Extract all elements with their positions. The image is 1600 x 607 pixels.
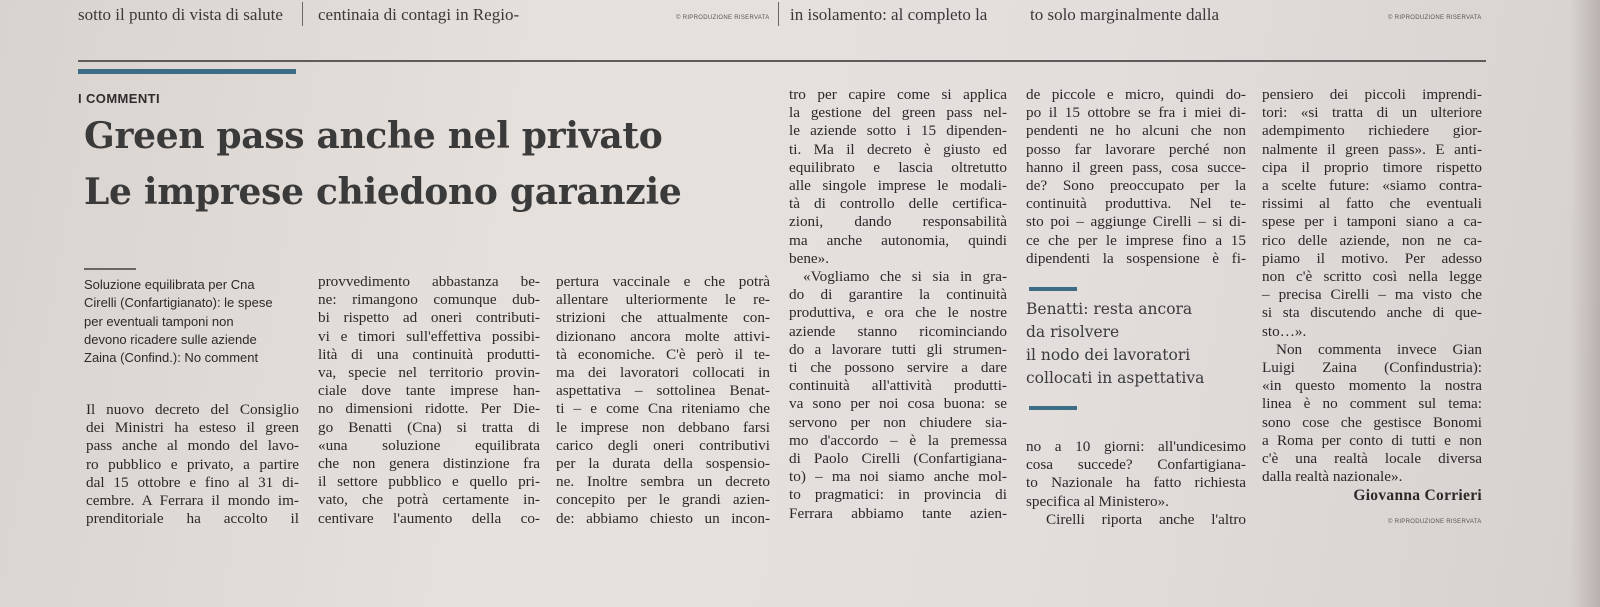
body-line: a Roma per conto di tutti e non: [1262, 431, 1482, 449]
summary-line: Soluzione equilibrata per Cna: [84, 277, 255, 292]
body-line: servono per non chiudere sia-: [789, 413, 1007, 431]
summary-line: per eventuali tamponi non: [84, 313, 234, 329]
body-line: dizionano ancora molte attivi-: [556, 327, 770, 345]
body-line: concepito per le grandi azien-: [556, 491, 770, 509]
body-line: cembre. A Ferrara il mondo im-: [86, 492, 299, 510]
body-line: de piccole e micro, quindi do-: [1026, 86, 1246, 103]
body-line: nalmente il green pass». E anti-: [1262, 140, 1482, 158]
body-line: to Nazionale ha fatto richiesta: [1026, 474, 1246, 492]
body-line: hanno il green pass, cosa succe-: [1026, 158, 1246, 176]
prev-article-fragment-3: in isolamento: al completo la: [790, 5, 988, 24]
body-line: carico degli oneri contributivi: [556, 436, 770, 454]
pull-quote-bottom-bar: [1029, 406, 1077, 410]
headline-line-2: Le imprese chiedono garanzie: [84, 171, 682, 213]
body-line: la gestione del green pass nel-: [789, 104, 1007, 122]
body-line: c'è una realtà locale diversa: [1262, 450, 1482, 468]
body-line: va sono per noi cosa buona: se: [789, 395, 1007, 413]
body-line: dei Ministri ha esteso il green: [86, 419, 299, 437]
prev-article-fragment-2: centinaia di contagi in Regio-: [318, 5, 520, 24]
body-line: non c'è scritto così nella legge: [1262, 268, 1482, 286]
body-line: tori: «si tratta di un ulteriore: [1262, 104, 1482, 122]
body-line: centivare l'aumento della co-: [318, 509, 540, 527]
column-separator: [778, 2, 779, 26]
body-line: ti. Ma il decreto è giusto ed: [789, 140, 1007, 158]
body-line: rissimi al fatto che eventuali: [1262, 195, 1482, 213]
article-column-5-bottom: [1026, 438, 1246, 529]
body-line: to pragmatici: in provincia di: [789, 486, 1007, 504]
body-line: «una soluzione equilibrata: [318, 436, 540, 454]
body-line: ma anche autonomia, quindi: [789, 231, 1007, 249]
body-line: rico delle aziende, non ne ca-: [1262, 231, 1482, 249]
body-line: cosa succede? Confartigiana-: [1026, 456, 1246, 474]
body-line: Ferrara abbiamo tante azien-: [789, 504, 1007, 522]
body-line: pendenti ne ho alcuni che non: [1026, 122, 1246, 140]
body-line: ti – e come Cna riteniamo che: [556, 400, 770, 418]
article-column-5-top: [1026, 86, 1246, 268]
body-line: do di garantire la continuità: [789, 286, 1007, 304]
body-line: ro pubblico e privato, a partire: [86, 455, 299, 473]
body-line: sono cose che gestisce Bonomi: [1262, 413, 1482, 431]
body-line: prenditoriale ha accolto il: [86, 510, 299, 528]
body-line: continuità produttiva. Nel te-: [1026, 195, 1246, 213]
prev-article-fragment-4: to solo marginalmente dalla: [1030, 5, 1220, 24]
body-line: spese per i tamponi siano a ca-: [1262, 213, 1482, 231]
headline-line-1: Green pass anche nel privato: [84, 115, 663, 157]
pull-quote-top-bar: [1029, 287, 1077, 291]
body-line: bene».: [789, 249, 830, 267]
summary-line: devono ricadere sulle aziende: [84, 331, 257, 347]
copyright-note: © RIPRODUZIONE RISERVATA: [676, 15, 770, 21]
body-line: Luigi Zaina (Confindustria):: [1262, 359, 1482, 377]
body-line: dalla realtà nazionale».: [1262, 468, 1403, 486]
section-divider: [78, 60, 1486, 62]
summary-line: Zaina (Confind.): No comment: [84, 350, 259, 366]
body-line: de? Sono preoccupato per la: [1026, 177, 1246, 195]
body-line: ma dei lavoratori collocati in: [556, 364, 770, 382]
body-line: vi e timori sull'effettiva possibi-: [318, 327, 540, 345]
column-separator: [302, 2, 303, 26]
body-line: Il nuovo decreto del Consiglio: [86, 401, 299, 418]
author-signature: Giovanna Corrieri: [1353, 487, 1482, 504]
body-line: «Vogliamo che si sia in gra-: [803, 268, 1007, 286]
body-line: ce che per le imprese fino a 15: [1026, 231, 1246, 249]
body-line: lità di una continuità produtti-: [318, 345, 540, 363]
copyright-note: © RIPRODUZIONE RISERVATA: [1388, 519, 1482, 525]
body-line: aspettativa – sottolinea Benat-: [556, 382, 770, 400]
body-line: alle singole imprese le modali-: [789, 177, 1007, 195]
body-line: tro per capire come si applica: [789, 86, 1007, 103]
body-line: che non genera distinzione fra: [318, 455, 540, 473]
body-line: le aziende sotto i 15 dipenden-: [789, 122, 1007, 140]
body-line: tà economiche. C'è però il te-: [556, 345, 770, 363]
body-line: le imprese non debbano farsi: [556, 418, 770, 436]
body-line: – precisa Cirelli – ma visto che: [1262, 286, 1482, 304]
article-summary: [84, 276, 289, 367]
body-line: strizioni che attualmente con-: [556, 309, 770, 327]
body-line: «in questo momento la nostra: [1262, 377, 1482, 395]
body-line: bi rispetto ad oneri contributi-: [318, 309, 540, 327]
body-line: Non commenta invece Gian: [1276, 340, 1482, 358]
summary-line: Cirelli (Confartigianato): le spese: [84, 295, 273, 311]
body-line: il settore pubblico e quello pri-: [318, 473, 540, 491]
article-column-4: [789, 86, 1007, 523]
body-line: ne: rimangono comunque dub-: [318, 291, 540, 309]
pull-quote-line: collocati in aspettativa: [1026, 369, 1205, 387]
pull-quote-line: Benatti: resta ancora: [1026, 300, 1193, 318]
body-line: provvedimento abbastanza be-: [318, 273, 540, 290]
body-line: aziende stanno ricominciando: [789, 322, 1007, 340]
body-line: ciale dove tante imprese han-: [318, 382, 540, 400]
body-line: specifica al Ministero».: [1026, 492, 1169, 510]
article-column-1: [86, 401, 299, 528]
article-column-3: [556, 273, 770, 528]
body-line: pass anche al mondo del lavo-: [86, 437, 299, 455]
body-line: vato, che potrà certamente in-: [318, 491, 540, 509]
body-line: pensiero dei piccoli imprendi-: [1262, 86, 1482, 103]
body-line: mo d'accordo – è la premessa: [789, 431, 1007, 449]
body-line: pertura vaccinale e che potrà: [556, 273, 770, 290]
pull-quote-line: il nodo dei lavoratori: [1026, 346, 1191, 364]
body-line: no a 10 giorni: all'undicesimo: [1026, 438, 1246, 455]
body-line: adempimento richiedere gior-: [1262, 122, 1482, 140]
body-line: to) – ma noi siamo anche mol-: [789, 468, 1007, 486]
body-line: dal 15 ottobre e fino al 31 di-: [86, 473, 299, 491]
body-line: piamo il motivo. Per adesso: [1262, 249, 1482, 267]
body-line: no dimensioni ridotte. Per Die-: [318, 400, 540, 418]
body-line: ti che possono servire a dare: [789, 359, 1007, 377]
prev-article-fragment-1: sotto il punto di vista di salute: [78, 5, 283, 24]
body-line: ne. Inoltre sembra un decreto: [556, 473, 770, 491]
body-line: de: abbiamo chiesto un incon-: [556, 509, 770, 527]
body-line: sto poi – aggiunge Cirelli – si di-: [1026, 213, 1246, 231]
body-line: do a lavorare tutti gli strumen-: [789, 340, 1007, 358]
section-accent-bar: [78, 69, 296, 74]
article-column-6: [1262, 86, 1482, 486]
body-line: Cirelli riporta anche l'altro: [1046, 510, 1246, 528]
body-line: go Benatti (Cna) si tratta di: [318, 418, 540, 436]
body-line: dipendenti la sospensione è fi-: [1026, 249, 1246, 267]
body-line: posso far lavorare perché non: [1026, 140, 1246, 158]
body-line: allentare ulteriormente le re-: [556, 291, 770, 309]
summary-rule: [84, 268, 136, 270]
pull-quote: [1026, 298, 1204, 390]
body-line: a scelte future: «siamo contra-: [1262, 177, 1482, 195]
body-line: po il 15 ottobre se fra i miei di-: [1026, 104, 1246, 122]
body-line: equilibrato e lascia oltretutto: [789, 158, 1007, 176]
copyright-note: © RIPRODUZIONE RISERVATA: [1388, 15, 1482, 21]
body-line: linea è no comment sul tema:: [1262, 395, 1482, 413]
article-column-2: [318, 273, 540, 528]
body-line: produttiva, e ora che le nostre: [789, 304, 1007, 322]
body-line: cipa il proprio timore rispetto: [1262, 158, 1482, 176]
page-edge-shadow: [1570, 0, 1600, 607]
body-line: zioni, dando responsabilità: [789, 213, 1007, 231]
body-line: tà di controllo delle certifica-: [789, 195, 1007, 213]
body-line: sto…».: [1262, 322, 1307, 340]
section-kicker: I COMMENTI: [78, 91, 160, 106]
body-line: si sta discutendo anche di que-: [1262, 304, 1482, 322]
pull-quote-line: da risolvere: [1026, 323, 1120, 341]
body-line: va, specie nel territorio provin-: [318, 364, 540, 382]
body-line: continuità all'attività produtti-: [789, 377, 1007, 395]
body-line: per la durata della sospensio-: [556, 455, 770, 473]
body-line: di Paolo Cirelli (Confartigiana-: [789, 450, 1007, 468]
